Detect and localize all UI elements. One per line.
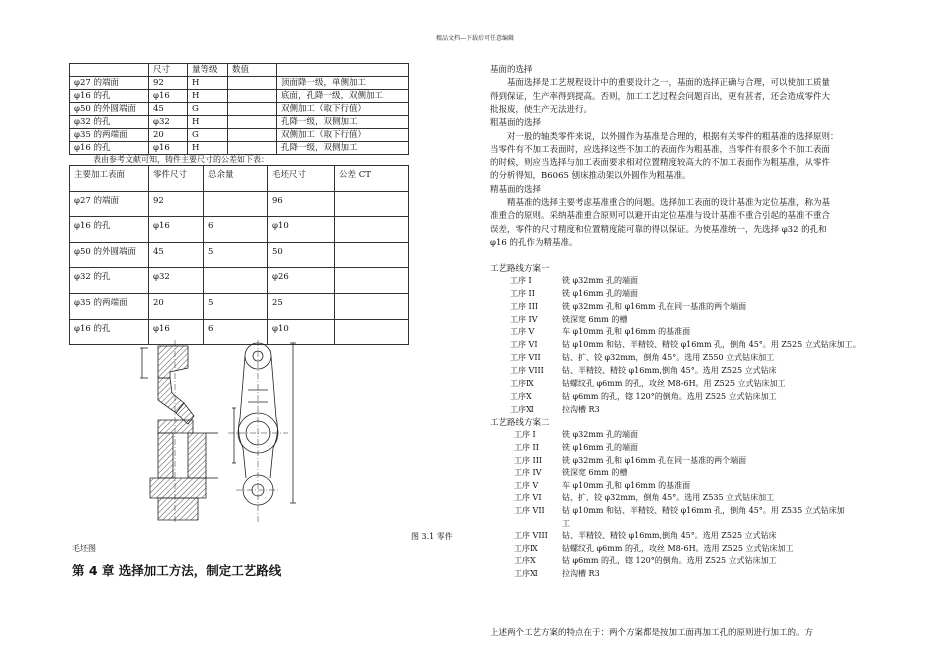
step-text: 钻、扩、铰 φ32mm，倒角 45°。选用 Z535 立式钻床加工 — [562, 493, 775, 503]
table-cell: 孔降一级，双侧加工 — [277, 116, 409, 129]
step-label: 工序 VII — [514, 505, 545, 515]
header-cell: 尺寸 — [149, 64, 188, 77]
step-label: 工序 II — [514, 442, 539, 452]
table-cell: 5 — [204, 293, 268, 319]
table-row — [70, 268, 409, 294]
table-cell: G — [188, 129, 228, 142]
table-cell — [228, 77, 277, 90]
step-text: 钻 φ10mm 和钻、半精铰、精铰 φ16mm 孔，倒角 45°。用 Z525 立式钻床加工。 — [562, 340, 861, 350]
table-cell: 92 — [149, 191, 204, 217]
table-cell: φ27 的端面 — [70, 77, 149, 90]
step-text: 车 φ10mm 孔和 φ16mm 的基准面 — [562, 480, 691, 490]
paragraph-line: 基面选择是工艺规程设计中的重要设计之一，基面的选择正确与合理，可以使加工质量 — [507, 78, 831, 89]
section-title: 基面的选择 — [490, 65, 533, 75]
table-cell: φ32 — [149, 116, 188, 129]
step-text: 钻 φ6mm 的孔，锪 120°的倒角。选用 Z525 立式钻床加工 — [562, 391, 777, 401]
step-text: 工 — [562, 518, 570, 528]
step-label: 工序Ⅸ — [514, 543, 538, 553]
part-blank-drawing — [118, 338, 340, 524]
table-cell — [335, 191, 409, 217]
table-cell: φ50 的外圆端面 — [70, 242, 149, 268]
table-cell: φ16 的孔 — [70, 90, 149, 103]
table-row — [70, 90, 409, 103]
step-text: 铣 φ32mm 孔和 φ16mm 孔在同一基准的两个端面 — [562, 455, 747, 465]
table-row — [70, 103, 409, 116]
step-label: 工序 VIII — [514, 531, 548, 541]
table-cell: φ16 — [149, 319, 204, 345]
header-cell: 公差 CT — [335, 166, 409, 192]
paragraph-line: φ16 的孔作为精基准。 — [490, 237, 578, 248]
table-cell: 孔降一级，双侧加工 — [277, 142, 409, 155]
figure-caption: 图 3.1 零件 — [411, 532, 453, 541]
step-label: 工序 IV — [510, 314, 538, 324]
table-cell: φ16 的孔 — [70, 217, 149, 243]
table-cell — [335, 217, 409, 243]
paragraph-line: 精基准的选择主要考虑基准重合的问题。选择加工表面的设计基准为定位基准，称为基 — [507, 198, 831, 208]
table-cell: 50 — [268, 242, 335, 268]
table-cell: φ16 — [149, 142, 188, 155]
table-row — [70, 142, 409, 155]
table-cell: φ26 — [268, 268, 335, 294]
paragraph-line: 批报废，使生产无法进行。 — [490, 104, 593, 115]
paragraph-line: 的分析得知，B6065 刨床推动架以外圆作为粗基准。 — [490, 171, 691, 182]
table-cell: H — [188, 77, 228, 90]
step-text: 钻螺纹孔 φ6mm 的孔，攻丝 M8-6H。选用 Z525 立式钻床加工 — [562, 543, 794, 553]
table-cell: H — [188, 90, 228, 103]
step-text: 钻、半精铰、精铰 φ16mm,倒角 45°。选用 Z525 立式钻床 — [562, 531, 777, 541]
chapter-title: 第 4 章 选择加工方法，制定工艺路线 — [72, 563, 282, 578]
table-cell — [335, 268, 409, 294]
header-cell: 数值 — [228, 64, 277, 77]
table-cell: φ32 的孔 — [70, 268, 149, 294]
header-cell: 量等级 — [188, 64, 228, 77]
header-cell — [277, 64, 409, 77]
header-cell: 总余量 — [204, 166, 268, 192]
table-cell: φ32 的孔 — [70, 116, 149, 129]
table-cell — [228, 129, 277, 142]
table-cell: φ10 — [268, 319, 335, 345]
figure-caption-cont: 毛坯图 — [72, 544, 96, 553]
step-text: 铣 φ32mm 孔和 φ16mm 孔在同一基准的两个端面 — [562, 301, 747, 311]
table-cell: 双侧加工（取下行值） — [277, 103, 409, 116]
step-text: 铣深宽 6mm 的槽 — [562, 314, 628, 324]
step-label: 工序 VII — [510, 353, 541, 363]
table-cell: φ35 的两端面 — [70, 293, 149, 319]
step-text: 拉沟槽 R3 — [562, 404, 600, 414]
table-row — [70, 116, 409, 129]
table-cell: 45 — [149, 103, 188, 116]
table-row — [70, 217, 409, 243]
table-cell — [228, 103, 277, 116]
step-label: 工序 I — [514, 430, 536, 440]
table-row — [70, 77, 409, 90]
step-text: 钻、扩、铰 φ32mm，倒角 45°。选用 Z550 立式钻床加工 — [562, 353, 775, 363]
step-label: 工序Ⅹ — [514, 556, 536, 566]
table-cell: φ32 — [149, 268, 204, 294]
paragraph-line: 当零件有不加工表面时，应选择这些不加工的表面作为粗基准，当零件有很多个不加工表面 — [490, 144, 831, 155]
step-text: 钻 φ10mm 和钻、半精铰、精铰 φ16mm 孔，倒角 45°。用 Z535 立式钻床加 — [562, 505, 845, 515]
table-cell — [335, 242, 409, 268]
header-cell: 主要加工表面 — [70, 166, 149, 192]
page-header: 精品文档---下载后可任意编辑 — [435, 35, 515, 42]
casting-tolerance-table — [69, 165, 409, 345]
section-title: 精基面的选择 — [490, 184, 542, 195]
table-cell: 6 — [204, 319, 268, 345]
header-cell: 毛坯尺寸 — [268, 166, 335, 192]
dimension-grade-table — [69, 63, 409, 155]
section-title: 粗基面的选择 — [490, 118, 542, 129]
table-cell — [204, 191, 268, 217]
step-text: 钻 φ6mm 的孔，锪 120°的倒角。选用 Z525 立式钻床加工 — [562, 556, 777, 566]
table-row — [70, 293, 409, 319]
table-cell: φ16 的孔 — [70, 142, 149, 155]
table-cell: 96 — [268, 191, 335, 217]
table-cell: 底面，孔降一级，双侧加工 — [277, 90, 409, 103]
step-text: 拉沟槽 R3 — [562, 568, 600, 578]
table-cell: 顶面降一级，单侧加工 — [277, 77, 409, 90]
table-row — [70, 242, 409, 268]
step-label: 工序Ⅺ — [510, 404, 534, 414]
step-text: 铣 φ16mm 孔的端面 — [562, 442, 639, 452]
table-cell: φ27 的端面 — [70, 191, 149, 217]
paragraph-line: 误差，零件的尺寸精度和位置精度能可靠的得以保证。为使基准统一，先选择 φ32 的孔和 — [490, 224, 827, 235]
table-cell: 92 — [149, 77, 188, 90]
table-row — [70, 191, 409, 217]
step-label: 工序Ⅹ — [510, 391, 532, 401]
header-cell: 零件尺寸 — [149, 166, 204, 192]
table-row — [70, 129, 409, 142]
table-cell — [228, 116, 277, 129]
step-label: 工序 III — [510, 301, 539, 311]
table-cell: G — [188, 103, 228, 116]
step-label: 工序Ⅺ — [514, 568, 538, 578]
route-title: 工艺路线方案二 — [490, 418, 550, 429]
paragraph-line: 对一般的轴类零件来说，以外圆作为基准是合理的，根据有关零件的粗基准的选择原则： — [507, 131, 839, 142]
plan-view — [228, 340, 296, 522]
table-cell: 5 — [204, 242, 268, 268]
paragraph-line: 准重合的原则。采纳基准重合原则可以避开由定位基准与设计基准不重合引起的基准不重合 — [490, 211, 831, 222]
table-cell — [335, 293, 409, 319]
step-label: 工序 IV — [514, 468, 542, 478]
table-cell: H — [188, 116, 228, 129]
table-cell: φ16 — [149, 90, 188, 103]
step-text: 钻螺纹孔 φ6mm 的孔，攻丝 M8-6H。用 Z525 立式钻床加工 — [562, 378, 786, 388]
step-label: 工序 II — [510, 288, 535, 298]
step-label: 工序 V — [510, 327, 535, 337]
step-label: 工序 VI — [510, 340, 538, 350]
table-cell: H — [188, 142, 228, 155]
step-text: 铣 φ16mm 孔的端面 — [562, 288, 639, 298]
table-cell: 双侧加工（取下行值） — [277, 129, 409, 142]
table-cell — [335, 319, 409, 345]
table-cell: 25 — [268, 293, 335, 319]
table-cell — [228, 90, 277, 103]
table-cell: φ35 的两端面 — [70, 129, 149, 142]
step-text: 车 φ10mm 孔和 φ16mm 的基准面 — [562, 327, 691, 337]
step-label: 工序 V — [514, 480, 539, 490]
table-cell: φ16 — [149, 217, 204, 243]
table-note: 表由参考文献可知，铸件主要尺寸的公差如下表： — [93, 155, 269, 164]
table-header-row — [70, 64, 409, 77]
step-text: 铣 φ32mm 孔的端面 — [562, 430, 639, 440]
table-cell: 6 — [204, 217, 268, 243]
table-cell: φ10 — [268, 217, 335, 243]
step-label: 工序 VIII — [510, 365, 544, 375]
step-label: 工序 VI — [514, 493, 542, 503]
table-cell: 20 — [149, 293, 204, 319]
step-text: 钻、半精铰、精铰 φ16mm,倒角 45°。选用 Z525 立式钻床 — [562, 365, 777, 375]
step-text: 铣深宽 6mm 的槽 — [562, 468, 628, 478]
table-cell: 20 — [149, 129, 188, 142]
table-cell: 45 — [149, 242, 204, 268]
step-label: 工序 III — [514, 455, 543, 465]
section-view — [140, 340, 218, 522]
paragraph-line: 得到保证，生产率得到提高。否则，加工工艺过程会问题百出，更有甚者，还会造成零件大 — [490, 91, 831, 102]
step-label: 工序Ⅸ — [510, 378, 534, 388]
paragraph-line: 的时候，则应当选择与加工表面要求相对位置精度较高大的不加工表面作为粗基准，从零件 — [490, 158, 831, 169]
table-cell — [228, 142, 277, 155]
table-cell: φ50 的外圆端面 — [70, 103, 149, 116]
step-text: 铣 φ32mm 孔的端面 — [562, 276, 639, 285]
table-header-row — [70, 166, 409, 192]
route-title: 工艺路线方案一 — [490, 264, 550, 274]
table-cell — [204, 268, 268, 294]
table-cell: φ16 的孔 — [70, 319, 149, 345]
header-cell — [70, 64, 149, 77]
conclusion-line: 上述两个工艺方案的特点在于：两个方案都是按加工面再加工孔的原则进行加工的。方 — [490, 628, 814, 638]
step-label: 工序 I — [510, 276, 532, 285]
